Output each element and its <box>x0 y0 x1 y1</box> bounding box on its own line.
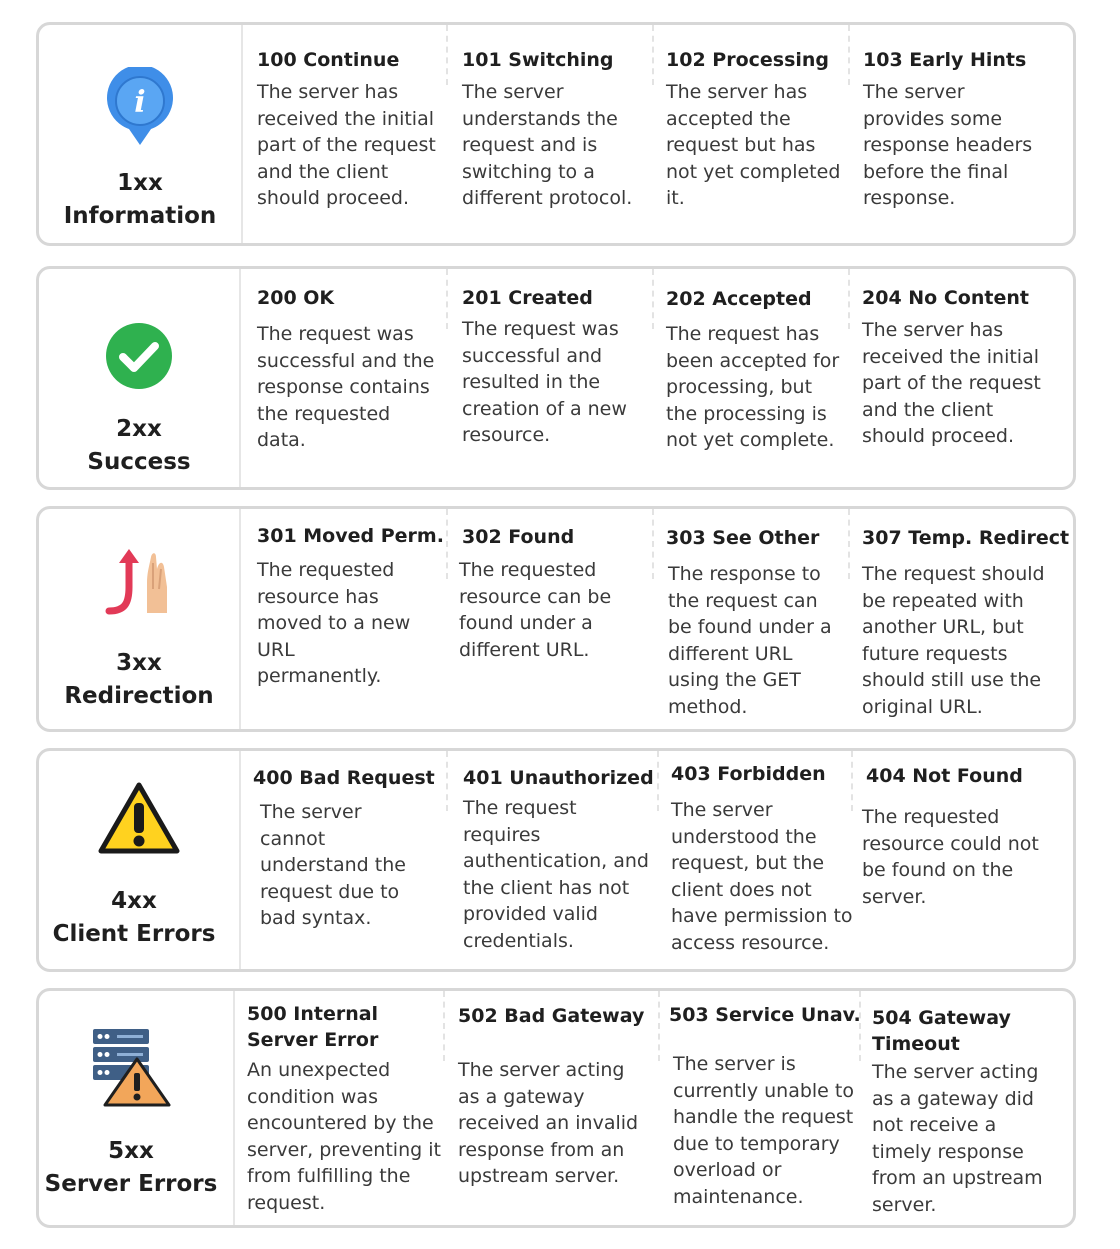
status-code: 101 Switching <box>462 49 614 71</box>
status-code: 301 Moved Perm. <box>257 525 444 547</box>
info-pin-icon <box>39 67 241 147</box>
status-description: The server is currently unable to handle the request due to temporary overload or maintenance. <box>673 1053 854 1208</box>
status-code: 100 Continue <box>257 49 400 71</box>
check-circle-icon <box>39 321 239 391</box>
status-description: The requested resource can be found under a different URL. <box>459 559 612 661</box>
status-description: The request was successful and the response contains the requested data. <box>257 323 435 451</box>
status-code: 103 Early Hints <box>863 49 1027 71</box>
status-code: 201 Created <box>462 287 593 309</box>
status-cell-202 <box>653 269 848 487</box>
status-code: 102 Processing <box>666 49 830 71</box>
status-code: 502 Bad Gateway <box>458 1005 645 1027</box>
status-cell-204 <box>849 269 1073 487</box>
status-code: 404 Not Found <box>866 765 1023 787</box>
status-description: The requested resource has moved to a new URL permanently. <box>257 559 411 687</box>
status-description: The server understood the request, but the client does not have permission to access resource. <box>671 799 853 954</box>
category-label: 2xx Success <box>87 416 191 475</box>
category-label: 3xx Redirection <box>64 650 214 709</box>
status-cell-100 <box>241 25 446 243</box>
status-cell-101 <box>447 25 652 243</box>
group-1xx <box>36 22 1076 246</box>
status-description: The server acting as a gateway received an invalid response from an upstream server. <box>458 1059 639 1187</box>
status-code: 302 Found <box>462 526 575 548</box>
category-3xx <box>39 509 241 729</box>
status-description: The request requires authentication, and the client has not provided valid credentials. <box>463 797 649 952</box>
status-cell-302 <box>447 509 652 729</box>
status-cell-404 <box>852 751 1076 969</box>
status-cell-102 <box>653 25 848 243</box>
svg-text:i: i <box>134 85 146 120</box>
group-3xx <box>36 506 1076 732</box>
group-2xx <box>36 266 1076 490</box>
warning-triangle-icon <box>39 781 239 857</box>
status-description: The server provides some response headers before the final response. <box>863 81 1033 209</box>
status-cell-401 <box>447 751 652 969</box>
status-code: 504 Gateway Timeout <box>872 1007 1011 1055</box>
status-description: The requested resource could not be found on the server. <box>862 806 1039 908</box>
group-4xx <box>36 748 1076 972</box>
status-cell-307 <box>849 509 1073 729</box>
status-code: 503 Service Unav. <box>669 1004 861 1026</box>
status-description: The server cannot understand the request due to bad syntax. <box>260 801 406 929</box>
status-description: The server has received the initial part of the request and the client should proceed. <box>257 81 436 209</box>
category-2xx <box>39 269 241 487</box>
status-cell-503 <box>659 991 861 1225</box>
category-label: 4xx Client Errors <box>52 888 216 947</box>
status-cell-403 <box>658 751 853 969</box>
redirect-hand-icon <box>39 543 239 619</box>
status-code: 202 Accepted <box>666 288 812 310</box>
status-cell-301 <box>239 509 446 729</box>
status-cell-200 <box>239 269 446 487</box>
status-description: The request should be repeated with another URL, but future requests should still use the original URL. <box>862 563 1045 718</box>
status-cell-303 <box>653 509 848 729</box>
status-cell-400 <box>239 751 446 969</box>
status-description: An unexpected condition was encountered by the server, preventing it from fulfilling the request. <box>247 1059 441 1214</box>
category-1xx <box>39 25 243 243</box>
status-cell-502 <box>444 991 654 1225</box>
status-code: 200 OK <box>257 287 335 309</box>
server-warning-icon <box>29 1025 233 1109</box>
category-4xx <box>39 751 241 969</box>
status-cell-103 <box>849 25 1073 243</box>
status-code: 307 Temp. Redirect <box>862 527 1070 549</box>
status-description: The server has accepted the request but has not yet completed it. <box>666 81 841 209</box>
category-label: 1xx Information <box>63 170 217 229</box>
status-description: The request has been accepted for processing, but the processing is not yet complete. <box>666 323 840 451</box>
status-description: The request was successful and resulted in the creation of a new resource. <box>462 318 627 446</box>
group-5xx <box>36 988 1076 1228</box>
status-code: 403 Forbidden <box>671 763 826 785</box>
status-code: 204 No Content <box>862 287 1029 309</box>
status-description: The response to the request can be found under a different URL using the GET method. <box>668 563 832 718</box>
status-description: The server has received the initial part of the request and the client should proceed. <box>862 319 1041 447</box>
status-cell-500 <box>233 991 443 1225</box>
status-code: 303 See Other <box>666 527 820 549</box>
status-description: The server understands the request and is switching to a different protocol. <box>462 81 633 209</box>
status-code: 400 Bad Request <box>253 767 435 789</box>
status-code: 401 Unauthorized <box>463 767 654 789</box>
category-label: 5xx Server Errors <box>44 1138 218 1197</box>
category-5xx <box>39 991 235 1225</box>
status-code: 500 Internal Server Error <box>247 1003 379 1051</box>
status-cell-504 <box>860 991 1072 1225</box>
status-cell-201 <box>447 269 652 487</box>
status-description: The server acting as a gateway did not receive a timely response from an upstream server. <box>872 1061 1043 1216</box>
